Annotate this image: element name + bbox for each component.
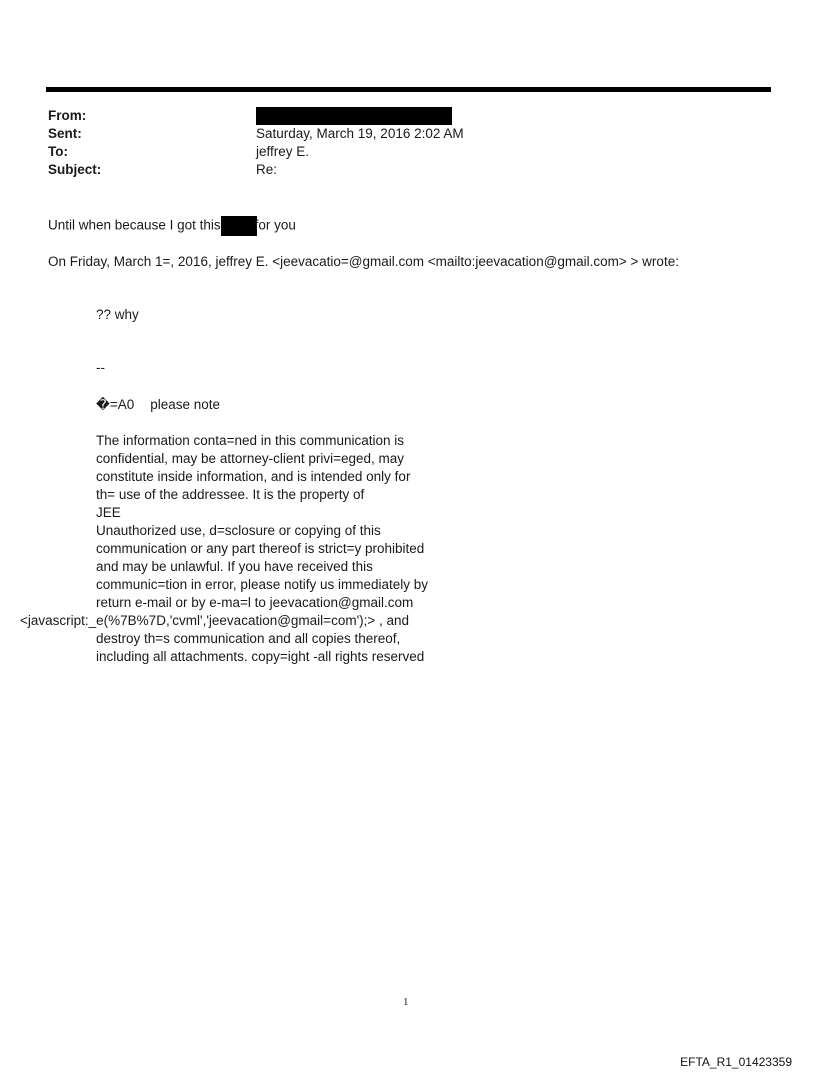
quoted-message: ?? why — [96, 307, 139, 322]
disclaimer-line: communic=tion in error, please notify us immediately by — [96, 577, 429, 592]
note-text: please note — [150, 397, 221, 412]
sent-label: Sent: — [48, 126, 82, 141]
subject-row — [48, 161, 768, 179]
disclaimer-line: JEE — [96, 505, 121, 520]
note-prefix: �=A0 — [96, 397, 135, 412]
disclaimer-block — [20, 432, 496, 666]
note-line — [96, 396, 220, 414]
to-row — [48, 143, 768, 161]
redaction-block — [221, 216, 257, 236]
reply-text — [48, 216, 296, 236]
sent-row — [48, 125, 768, 143]
top-rule — [46, 87, 771, 92]
disclaimer-line: th= use of the addressee. It is the property of — [96, 487, 365, 502]
disclaimer-line: and may be unlawful. If you have received this — [96, 559, 373, 574]
disclaimer-line: <javascript:_e(%7B%7D,'cvml','jeevacation@gmail=com');> , and — [20, 613, 410, 628]
disclaimer-line: destroy th=s communication and all copies thereof, — [96, 631, 401, 646]
from-row — [48, 107, 768, 125]
to-value: jeffrey E. — [256, 144, 310, 159]
disclaimer-line: confidential, may be attorney-client privi=eged, may — [96, 451, 405, 466]
email-header — [48, 107, 768, 179]
subject-value: Re: — [256, 162, 278, 177]
disclaimer-line: return e-mail or by e-ma=l to jeevacation@gmail.com — [96, 595, 414, 610]
to-label: To: — [48, 144, 68, 159]
reply-text-after: for you — [254, 217, 296, 233]
disclaimer-line: The information conta=ned in this communication is — [96, 433, 405, 448]
reply-text-before: Until when because I got this — [48, 217, 221, 233]
disclaimer-line: communication or any part thereof is strict=y prohibited — [96, 541, 425, 556]
signature-separator: -- — [96, 360, 105, 375]
subject-label: Subject: — [48, 162, 102, 177]
page-number: 1 — [403, 996, 409, 1008]
redaction-block — [256, 107, 452, 125]
disclaimer-line: Unauthorized use, d=sclosure or copying of this — [96, 523, 381, 538]
disclaimer-line: constitute inside information, and is intended only for — [96, 469, 411, 484]
document-id: EFTA_R1_01423359 — [680, 1055, 792, 1069]
sent-value: Saturday, March 19, 2016 2:02 AM — [256, 126, 464, 141]
disclaimer-line: including all attachments. copy=ight -all rights reserved — [96, 649, 425, 664]
quote-intro: On Friday, March 1=, 2016, jeffrey E. <jeevacatio=@gmail.com <mailto:jeevacation@gmail.com> > wrote: — [48, 254, 679, 269]
from-label: From: — [48, 108, 87, 123]
